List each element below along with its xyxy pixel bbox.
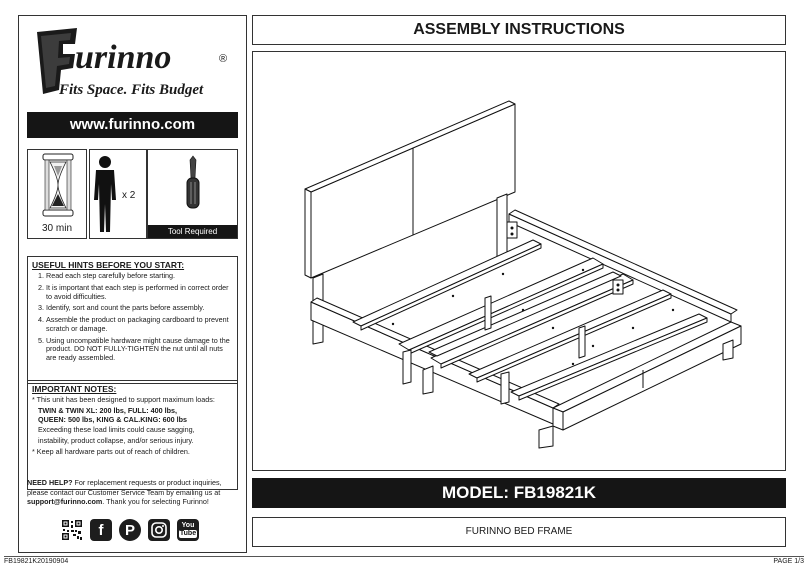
hints-box xyxy=(27,256,238,384)
document-code: FB19821K20190904 xyxy=(4,558,69,565)
youtube-icon[interactable] xyxy=(177,519,199,541)
hints-list xyxy=(28,272,237,363)
notes-load-intro: * This unit has been designed to support maximum loads: xyxy=(32,395,215,404)
screwdriver-icon xyxy=(173,154,213,218)
page-title: ASSEMBLY INSTRUCTIONS xyxy=(252,15,786,45)
hint-item: 5. Using uncompatible hardware might cause damage to the product. DO NOT FULLY-TIGHTEN the nut until all nuts are ready assembled. xyxy=(46,337,233,363)
support-email[interactable]: support@furinno.com xyxy=(27,497,103,506)
left-panel xyxy=(18,15,247,553)
notes-title: IMPORTANT NOTES: xyxy=(32,384,117,394)
website-url[interactable]: www.furinno.com xyxy=(27,112,238,138)
time-box xyxy=(27,149,87,239)
hint-item: 1. Read each step carefully before starting. xyxy=(46,272,233,281)
hint-item: 2. It is important that each step is performed in correct order to avoid difficulties. xyxy=(46,284,233,302)
notes-warning-1: Exceeding these load limits could cause sagging, xyxy=(38,425,195,435)
hourglass-icon xyxy=(29,152,87,218)
people-box xyxy=(89,149,147,239)
help-block xyxy=(27,478,238,507)
tool-label: Tool Required xyxy=(148,225,237,238)
help-text-2: . Thank you for selecting Furinno! xyxy=(102,497,209,506)
registered-mark: ® xyxy=(219,53,228,65)
brand-logo xyxy=(29,24,234,119)
notes-loads-2: QUEEN: 500 lbs, KING & CAL.KING: 600 lbs xyxy=(38,414,187,424)
social-links xyxy=(61,519,199,541)
qr-code-icon[interactable] xyxy=(61,519,83,541)
product-name: FURINNO BED FRAME xyxy=(252,517,786,547)
model-number: MODEL: FB19821K xyxy=(252,478,786,508)
hint-item: 3. Identify, sort and count the parts before assembly. xyxy=(46,304,233,313)
hints-title: USEFUL HINTS BEFORE YOU START: xyxy=(32,260,185,270)
notes-box xyxy=(27,380,238,490)
notes-children: * Keep all hardware parts out of reach of children. xyxy=(32,446,190,456)
time-label: 30 min xyxy=(41,223,72,234)
person-icon xyxy=(92,154,122,234)
help-text-1: For replacement requests or product inquiries, please contact our Customer Service Team by emailing us at xyxy=(27,478,222,497)
camera-glyph xyxy=(151,522,167,538)
people-count: x 2 xyxy=(122,190,136,201)
notes-loads-1: TWIN & TWIN XL: 200 lbs, FULL: 400 lbs, xyxy=(38,405,177,415)
bed-illustration-box xyxy=(252,51,786,471)
logo-mark xyxy=(29,24,234,104)
tool-box xyxy=(147,149,238,239)
notes-warning-2: instability, product collapse, and/or serious injury. xyxy=(38,436,194,446)
youtube-text-you: You xyxy=(181,522,195,529)
page-number: PAGE 1/3 xyxy=(773,558,804,565)
instagram-icon[interactable] xyxy=(148,519,170,541)
pinterest-icon[interactable]: P xyxy=(119,519,141,541)
facebook-icon[interactable]: f xyxy=(90,519,112,541)
bed-frame-illustration xyxy=(253,52,785,470)
brand-tagline: Fits Space. Fits Budget xyxy=(59,82,204,98)
brand-wordmark: urinno xyxy=(75,39,172,76)
youtube-text-tube: Tube xyxy=(179,530,197,537)
help-label: NEED HELP? xyxy=(27,478,73,487)
footer-divider xyxy=(4,556,804,557)
hint-item: 4. Assemble the product on packaging cardboard to prevent scratch or damage. xyxy=(46,316,233,334)
